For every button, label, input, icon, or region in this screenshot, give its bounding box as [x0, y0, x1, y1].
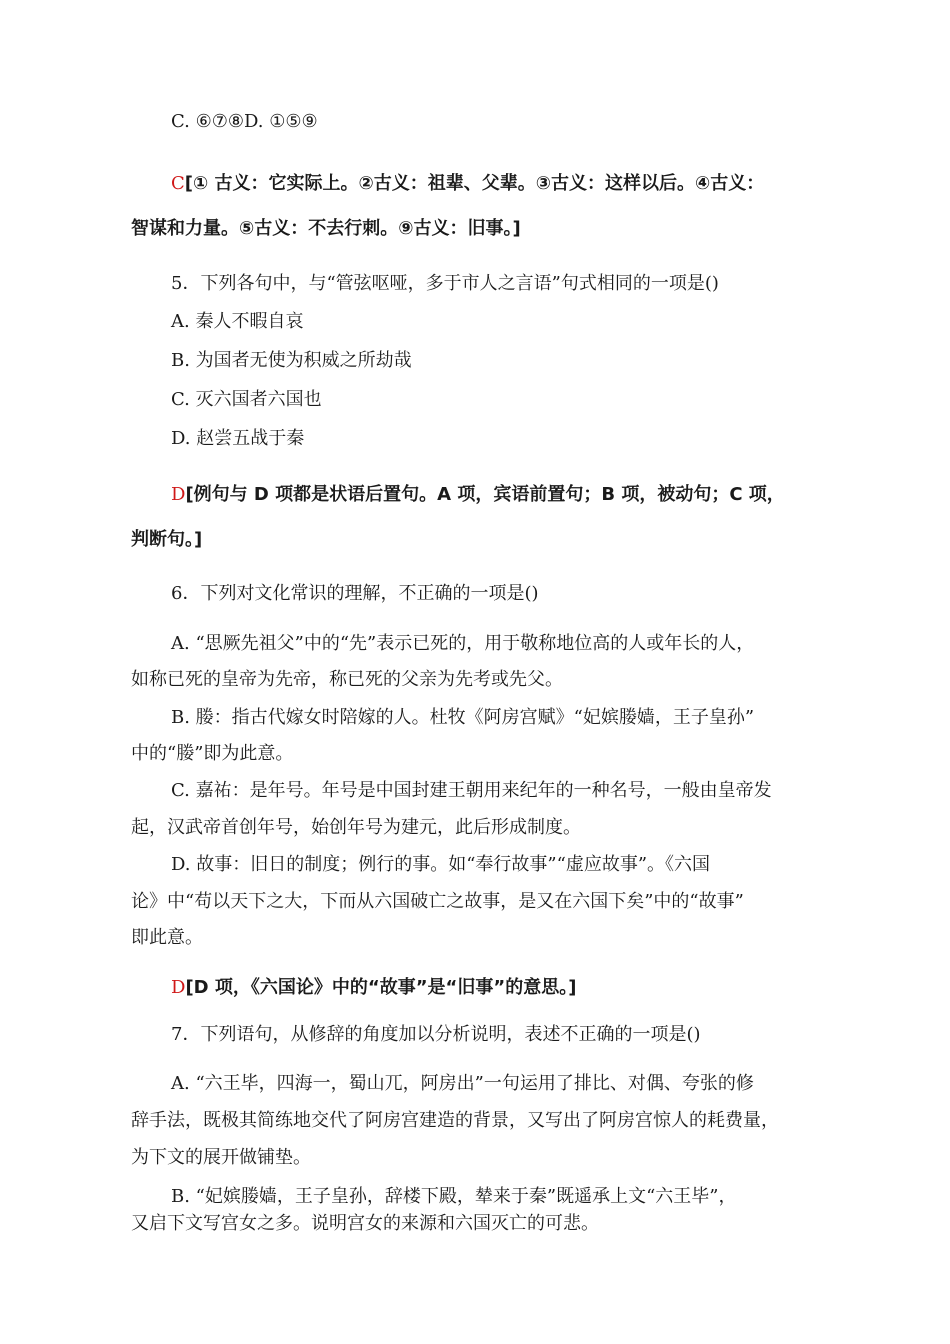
q6-option-c-line1: C. 嘉祐：是年号。年号是中国封建王朝用来纪年的一种名号，一般由皇帝发 — [171, 780, 772, 801]
q5-option-a: A. 秦人不暇自哀 — [171, 311, 304, 332]
q5-option-d: D. 赵尝五战于秦 — [171, 428, 305, 449]
q4-answer-text1: [① 古义：它实际上。②古义：祖辈、父辈。③古义：这样以后。④古义： — [184, 173, 765, 194]
q5-answer-letter: D — [171, 484, 186, 505]
q7-option-a-line3: 为下文的展开做铺垫。 — [131, 1147, 311, 1168]
q6-option-d-line1: D. 故事：旧日的制度；例行的事。如“奉行故事”“虚应故事”。《六国 — [171, 854, 711, 875]
q5-answer-line1 — [171, 484, 785, 506]
q6-option-c-line2: 起，汉武帝首创年号，始创年号为建元，此后形成制度。 — [131, 817, 581, 838]
q6-option-a-line2: 如称已死的皇帝为先帝，称已死的父亲为先考或先父。 — [131, 669, 563, 690]
q6-option-d-line2: 论》中“苟以天下之大，下而从六国破亡之故事，是又在六国下矣”中的“故事” — [131, 891, 744, 912]
q6-answer-letter: D — [171, 977, 186, 998]
q6-stem: 6．下列对文化常识的理解，不正确的一项是() — [171, 583, 539, 604]
q5-answer-text1: [例句与 D 项都是状语后置句。A 项，宾语前置句；B 项，被动句；C 项， — [185, 484, 785, 505]
q5-stem: 5．下列各句中，与“管弦呕哑，多于市人之言语”句式相同的一项是() — [171, 273, 719, 294]
q6-answer-text1: [D 项，《六国论》中的“故事”是“旧事”的意思。] — [185, 977, 577, 998]
q5-option-c: C. 灭六国者六国也 — [171, 389, 322, 410]
q7-option-a-line2: 辞手法，既极其简练地交代了阿房宫建造的背景，又写出了阿房宫惊人的耗费量， — [131, 1110, 779, 1131]
q7-option-b-line1: B. “妃嫔媵嫱，王子皇孙，辞楼下殿，辇来于秦”既遥承上文“六王毕”， — [171, 1186, 737, 1207]
q4-options-cd: C. ⑥⑦⑧D. ①⑤⑨ — [171, 111, 318, 132]
q6-option-b-line1: B. 媵：指古代嫁女时陪嫁的人。杜牧《阿房宫赋》“妃嫔媵嫱，王子皇孙” — [171, 707, 755, 728]
q6-answer-line1 — [171, 977, 576, 999]
q4-answer-line2: 智谋和力量。⑤古义：不去行刺。⑨古义：旧事。] — [131, 218, 521, 239]
q7-option-a-line1: A. “六王毕，四海一，蜀山兀，阿房出”一句运用了排比、对偶、夸张的修 — [171, 1073, 754, 1094]
q4-answer-letter: C — [171, 173, 185, 194]
q7-option-b-line2: 又启下文写宫女之多。说明宫女的来源和六国灭亡的可悲。 — [131, 1213, 599, 1234]
q5-option-b: B. 为国者无使为积威之所劫哉 — [171, 350, 412, 371]
q6-option-d-line3: 即此意。 — [131, 927, 203, 948]
q6-option-b-line2: 中的“媵”即为此意。 — [131, 743, 294, 764]
q5-answer-line2: 判断句。] — [131, 529, 203, 550]
q7-stem: 7．下列语句，从修辞的角度加以分析说明，表述不正确的一项是() — [171, 1024, 701, 1045]
q4-answer-line1 — [171, 173, 764, 195]
q6-option-a-line1: A. “思厥先祖父”中的“先”表示已死的，用于敬称地位高的人或年长的人， — [171, 633, 755, 654]
